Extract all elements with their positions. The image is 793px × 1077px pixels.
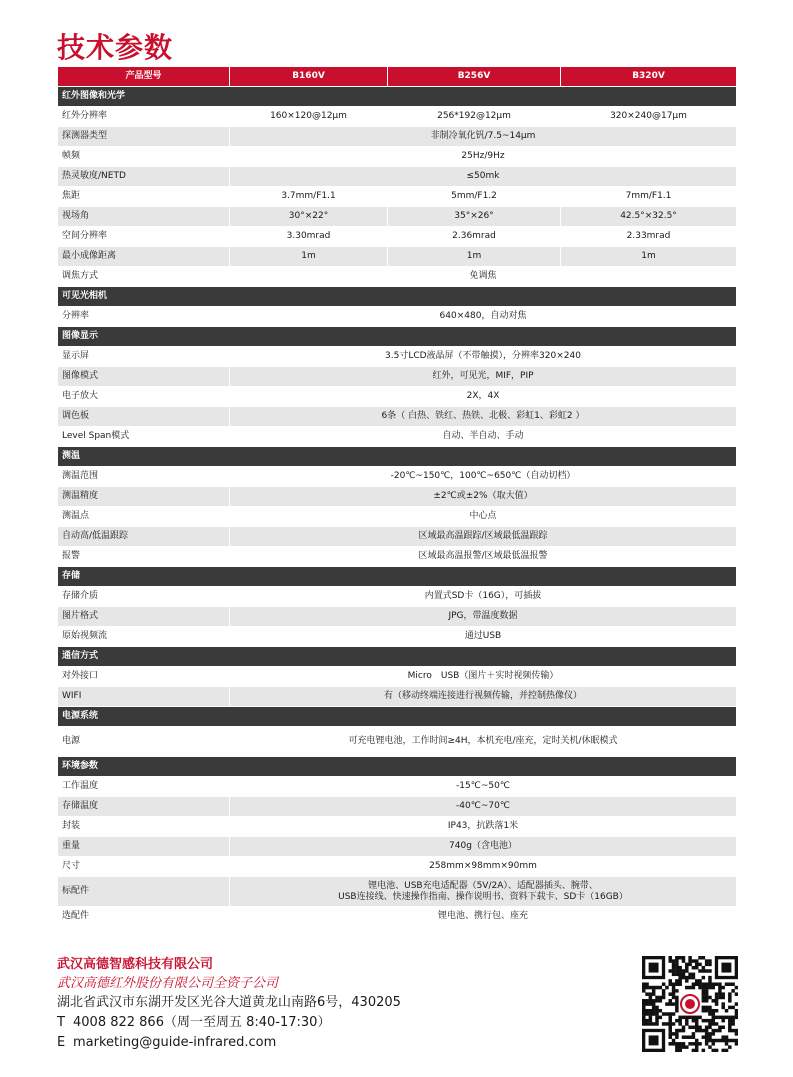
row-value: 2.33mrad xyxy=(561,227,737,247)
row-value: ±2℃或±2%（取大值） xyxy=(230,487,737,507)
row-value: 35°×26° xyxy=(388,207,561,227)
row-value: 7mm/F1.1 xyxy=(561,187,737,207)
row-value: 有（移动终端连接进行视频传输，并控制热像仪） xyxy=(230,687,737,707)
row-value: 区域最高温报警/区域最低温报警 xyxy=(230,547,737,567)
row-value-line: USB连接线、快速操作指南、操作说明书、资料下载卡、SD卡（16GB） xyxy=(338,891,628,902)
table-row xyxy=(58,407,737,427)
table-row xyxy=(58,877,737,907)
table-row xyxy=(58,167,737,187)
table-row xyxy=(58,797,737,817)
row-value: 区域最高温跟踪/区域最低温跟踪 xyxy=(230,527,737,547)
row-label: 存储介质 xyxy=(58,587,230,607)
row-label: 显示屏 xyxy=(58,347,230,367)
row-value: 3.30mrad xyxy=(230,227,388,247)
row-value: 可充电锂电池，工作时间≥4H，本机充电/座充，定时关机/休眠模式 xyxy=(230,727,737,757)
section-title: 存储 xyxy=(58,567,737,587)
section-title: 测温 xyxy=(58,447,737,467)
row-label: 调色板 xyxy=(58,407,230,427)
qr-code-icon[interactable] xyxy=(642,956,738,1052)
row-value: 自动、半自动、手动 xyxy=(230,427,737,447)
row-value: -40℃~70℃ xyxy=(230,797,737,817)
row-value: 6条（ 白热、铁红、热铁、北极、彩虹1、彩虹2 ） xyxy=(230,407,737,427)
table-row xyxy=(58,777,737,797)
table-row xyxy=(58,347,737,367)
row-value: ≤50mk xyxy=(230,167,737,187)
table-row xyxy=(58,207,737,227)
row-label: 热灵敏度/NETD xyxy=(58,167,230,187)
row-label: 电子放大 xyxy=(58,387,230,407)
company-email-line xyxy=(57,1033,401,1053)
row-label: 电源 xyxy=(58,727,230,757)
phone-prefix: T xyxy=(57,1015,65,1030)
row-label: 红外分辨率 xyxy=(58,107,230,127)
row-value: JPG，带温度数据 xyxy=(230,607,737,627)
row-value: 740g（含电池） xyxy=(230,837,737,857)
row-label: 工作温度 xyxy=(58,777,230,797)
row-value: 25Hz/9Hz xyxy=(230,147,737,167)
section-row xyxy=(58,287,737,307)
table-row xyxy=(58,247,737,267)
header-model-label: 产品型号 xyxy=(58,67,230,87)
section-title: 图像显示 xyxy=(58,327,737,347)
header-b256v: B256V xyxy=(388,67,561,87)
row-value: 256*192@12μm xyxy=(388,107,561,127)
section-row xyxy=(58,707,737,727)
table-row xyxy=(58,527,737,547)
row-label: 存储温度 xyxy=(58,797,230,817)
row-value: 非制冷氧化钒/7.5~14μm xyxy=(230,127,737,147)
table-row xyxy=(58,817,737,837)
company-address: 湖北省武汉市东湖开发区光谷大道黄龙山南路6号，430205 xyxy=(57,995,401,1010)
table-row xyxy=(58,227,737,247)
row-label: 图片格式 xyxy=(58,607,230,627)
table-row xyxy=(58,147,737,167)
row-label: 封装 xyxy=(58,817,230,837)
row-value: 2.36mrad xyxy=(388,227,561,247)
table-row xyxy=(58,507,737,527)
row-label: 测温点 xyxy=(58,507,230,527)
table-row xyxy=(58,857,737,877)
row-value: 30°×22° xyxy=(230,207,388,227)
row-label: Level Span模式 xyxy=(58,427,230,447)
row-label: 焦距 xyxy=(58,187,230,207)
row-label: 最小成像距离 xyxy=(58,247,230,267)
row-value: 320×240@17μm xyxy=(561,107,737,127)
table-row xyxy=(58,587,737,607)
section-row xyxy=(58,447,737,467)
row-label: WIFI xyxy=(58,687,230,707)
row-value: 258mm×98mm×90mm xyxy=(230,857,737,877)
company-email: marketing@guide-infrared.com xyxy=(73,1035,277,1050)
row-label: 测温精度 xyxy=(58,487,230,507)
row-label: 帧频 xyxy=(58,147,230,167)
table-row xyxy=(58,427,737,447)
row-value: Micro USB（图片＋实时视频传输） xyxy=(230,667,737,687)
header-b320v: B320V xyxy=(561,67,737,87)
table-row xyxy=(58,667,737,687)
company-subsidiary: 武汉高德红外股份有限公司全资子公司 xyxy=(57,976,279,991)
table-row xyxy=(58,837,737,857)
row-value: 42.5°×32.5° xyxy=(561,207,737,227)
row-value: 内置式SD卡（16G），可插拔 xyxy=(230,587,737,607)
row-label: 测温范围 xyxy=(58,467,230,487)
table-row xyxy=(58,627,737,647)
row-label: 图像模式 xyxy=(58,367,230,387)
qr-code-graphic xyxy=(642,956,738,1052)
row-value xyxy=(230,877,737,907)
page-title: 技术参数 xyxy=(57,31,174,64)
table-row xyxy=(58,907,737,927)
row-value: 640×480，自动对焦 xyxy=(230,307,737,327)
table-row xyxy=(58,547,737,567)
row-value: 通过USB xyxy=(230,627,737,647)
row-value: -20℃~150℃，100℃~650℃（自动切档） xyxy=(230,467,737,487)
row-value: 5mm/F1.2 xyxy=(388,187,561,207)
row-value: 免调焦 xyxy=(230,267,737,287)
section-title: 电源系统 xyxy=(58,707,737,727)
footer xyxy=(57,956,401,1053)
table-row xyxy=(58,187,737,207)
section-row xyxy=(58,327,737,347)
section-row xyxy=(58,757,737,777)
spec-body xyxy=(58,87,737,927)
table-row xyxy=(58,107,737,127)
table-row xyxy=(58,267,737,287)
section-title: 环境参数 xyxy=(58,757,737,777)
section-title: 通信方式 xyxy=(58,647,737,667)
table-row xyxy=(58,387,737,407)
row-value: 160×120@12μm xyxy=(230,107,388,127)
company-name: 武汉高德智感科技有限公司 xyxy=(57,957,214,972)
row-label: 自动高/低温跟踪 xyxy=(58,527,230,547)
section-title: 可见光相机 xyxy=(58,287,737,307)
row-label: 标配件 xyxy=(58,877,230,907)
row-label: 空间分辨率 xyxy=(58,227,230,247)
section-row xyxy=(58,87,737,107)
row-value: 2X，4X xyxy=(230,387,737,407)
section-row xyxy=(58,567,737,587)
section-row xyxy=(58,647,737,667)
table-row xyxy=(58,687,737,707)
table-row xyxy=(58,607,737,627)
row-value: 3.7mm/F1.1 xyxy=(230,187,388,207)
row-label: 对外接口 xyxy=(58,667,230,687)
row-label: 原始视频流 xyxy=(58,627,230,647)
section-title: 红外图像和光学 xyxy=(58,87,737,107)
table-row xyxy=(58,487,737,507)
row-label: 尺寸 xyxy=(58,857,230,877)
row-value: IP43，抗跌落1米 xyxy=(230,817,737,837)
row-value: 中心点 xyxy=(230,507,737,527)
company-phone: 4008 822 866（周一至周五 8:40-17:30） xyxy=(73,1015,331,1030)
row-value-line: 锂电池、USB充电适配器（5V/2A）、适配器插头、腕带、 xyxy=(368,880,598,891)
row-label: 视场角 xyxy=(58,207,230,227)
table-row xyxy=(58,307,737,327)
row-label: 分辨率 xyxy=(58,307,230,327)
row-label: 选配件 xyxy=(58,907,230,927)
row-value: 1m xyxy=(230,247,388,267)
table-row xyxy=(58,127,737,147)
row-value: 锂电池、携行包、座充 xyxy=(230,907,737,927)
row-value: 1m xyxy=(561,247,737,267)
row-label: 重量 xyxy=(58,837,230,857)
table-row xyxy=(58,367,737,387)
row-value: 红外，可见光，MIF，PIP xyxy=(230,367,737,387)
row-value: -15℃~50℃ xyxy=(230,777,737,797)
table-header-row xyxy=(58,67,737,87)
row-value: 1m xyxy=(388,247,561,267)
table-row xyxy=(58,467,737,487)
row-label: 调焦方式 xyxy=(58,267,230,287)
row-label: 探测器类型 xyxy=(58,127,230,147)
spec-table xyxy=(57,66,737,927)
row-label: 报警 xyxy=(58,547,230,567)
row-value: 3.5寸LCD液晶屏（不带触摸），分辨率320×240 xyxy=(230,347,737,367)
table-row xyxy=(58,727,737,757)
header-b160v: B160V xyxy=(230,67,388,87)
email-prefix: E xyxy=(57,1035,66,1050)
company-phone-line xyxy=(57,1013,401,1033)
